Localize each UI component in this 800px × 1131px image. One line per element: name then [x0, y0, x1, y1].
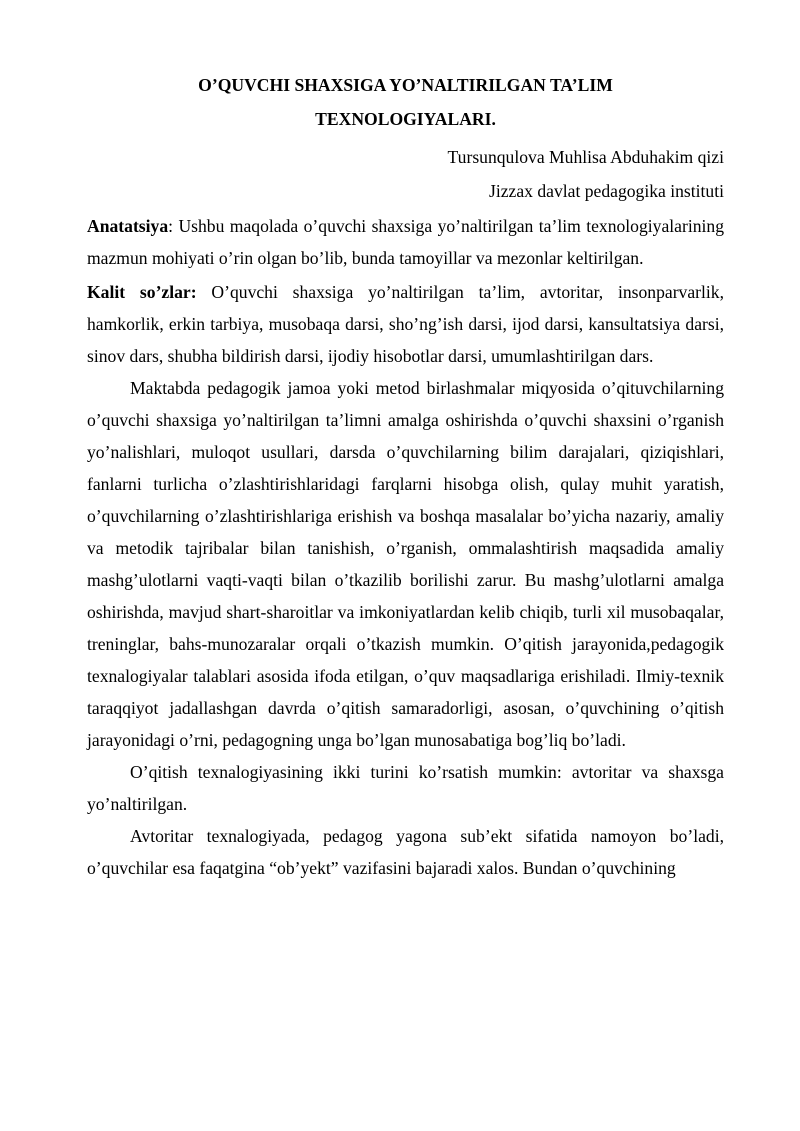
document-title: [87, 68, 724, 136]
author-institution: Jizzax davlat pedagogika instituti: [488, 181, 724, 201]
title-line-2: TEXNOLOGIYALARI.: [315, 109, 496, 129]
body-paragraph-1: Maktabda pedagogik jamoa yoki metod birlashmalar miqyosida o’qituvchilarning o’quvchi shaxsiga yo’naltirilgan ta’limni amalga oshirishda o’quvchi shaxsini o’rganish yo’nalishlari, muloqot usullari, darsda o’quvchilarning bilim darajalari, qiziqishlari, fanlarni turlicha o’zlashtirishlaridagi farqlarni hisobga olish, qulay muhit yaratish, o’quvchilarning o’zlashtirishlariga erishish va boshqa masalalar bo’yicha nazariy, amaliy va metodik tajribalar bilan tanishish, o’rganish, ommalashtirish maqsadida amaliy mashg’ulotlarni vaqti-vaqti bilan o’tkazilib borilishi zarur. Bu mashg’ulotlarni amalga oshirishda, mavjud shart-sharoitlar va imkoniyatlardan kelib chiqib, turli xil musobaqalar, treninglar, bahs-munozaralar orqali o’tkazish mumkin. O’qitish jarayonida,pedagogik texnalogiyalar talablari asosida ifoda etilgan, o’quv maqsadlariga erishiladi. Ilmiy-texnik taraqqiyot jadallashgan davrda o’qitish samaradorligi, asosan, o’quvchining o’qitish jarayonidagi o’rni, pedagogning unga bo’lgan munosabatiga bog’liq bo’ladi.: [87, 378, 724, 750]
document-page: [87, 68, 724, 884]
title-line-1: O’QUVCHI SHAXSIGA YO’NALTIRILGAN TA’LIM: [198, 75, 613, 95]
body-paragraph-2: O’qitish texnalogiyasining ikki turini ko’rsatish mumkin: avtoritar va shaxsga yo’naltirilgan.: [87, 762, 724, 814]
abstract-paragraph: [87, 210, 724, 274]
keywords-label: Kalit so’zlar:: [87, 282, 197, 302]
author-name: Tursunqulova Muhlisa Abduhakim qizi: [447, 147, 724, 167]
body-paragraph-3: Avtoritar texnalogiyada, pedagog yagona sub’ekt sifatida namoyon bo’ladi, o’quvchilar esa faqatgina “ob’yekt” vazifasini bajaradi xalos. Bundan o’quvchining: [87, 826, 724, 878]
keywords-paragraph: [87, 276, 724, 372]
abstract-label: Anatatsiya: [87, 216, 169, 236]
abstract-text: : Ushbu maqolada o’quvchi shaxsiga yo’naltirilgan ta’lim texnologiyalarining mazmun mohiyati o’rin olgan bo’lib, bunda tamoyillar va mezonlar keltirilgan.: [87, 216, 724, 268]
keywords-text: O’quvchi shaxsiga yo’naltirilgan ta’lim, avtoritar, insonparvarlik, hamkorlik, erkin tarbiya, musobaqa darsi, sho’ng’ish darsi, ijod darsi, kansultatsiya darsi, sinov dars, shubha bildirish darsi, ijodiy hisobotlar darsi, umumlashtirilgan dars.: [87, 282, 724, 366]
